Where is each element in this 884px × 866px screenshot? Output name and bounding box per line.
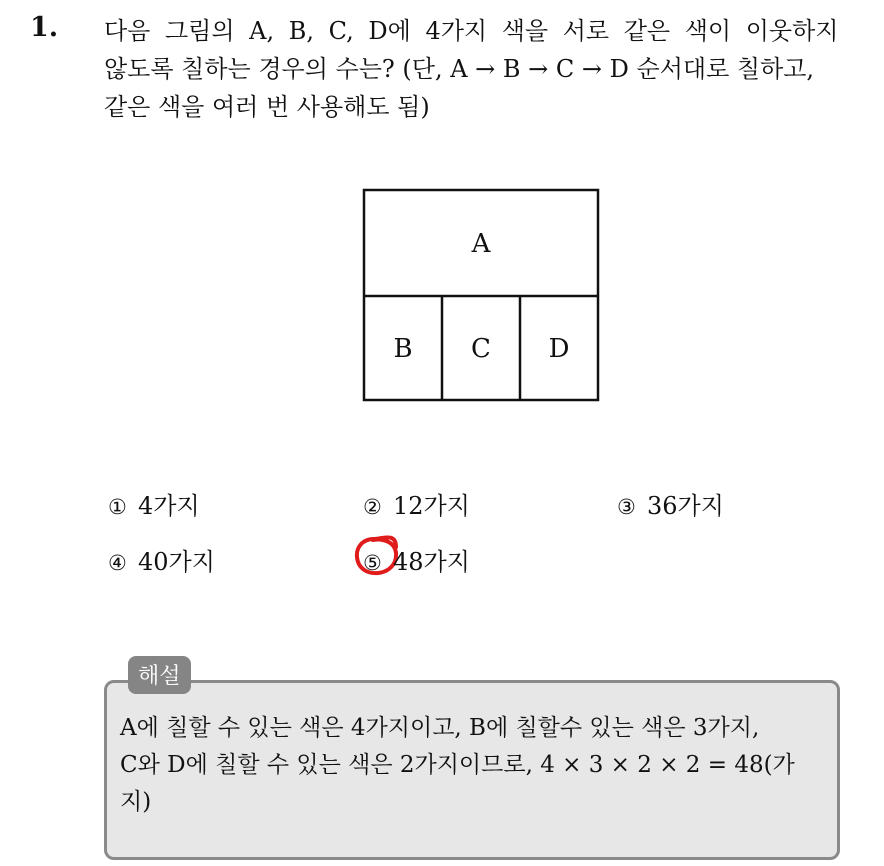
option-2[interactable] (363, 486, 470, 521)
region-label-b: B (393, 334, 413, 364)
option-1-mark: ① (108, 495, 127, 519)
option-5[interactable] (363, 542, 470, 577)
question-line-2: 않도록 칠하는 경우의 수는? (단, A → B → C → D 순서대로 칠하고, (104, 55, 815, 83)
region-label-c: C (471, 334, 491, 364)
solution-line-2: C와 D에 칠할 수 있는 색은 2가지이므로, 4 × 3 × 2 × 2 = 48(가 (120, 752, 795, 778)
option-3-mark: ③ (617, 495, 636, 519)
region-label-d: D (548, 334, 570, 364)
option-3[interactable] (617, 486, 724, 521)
option-4[interactable] (108, 542, 215, 577)
solution-tag: 해설 (128, 656, 191, 694)
solution-line-1: A에 칠할 수 있는 색은 4가지이고, B에 칠할수 있는 색은 3가지, (120, 715, 760, 741)
option-4-mark: ④ (108, 551, 127, 575)
region-label-a: A (471, 229, 491, 259)
option-4-text: 40가지 (138, 548, 215, 576)
question-line-3: 같은 색을 여러 번 사용해도 됨) (104, 93, 430, 121)
option-5-mark: ⑤ (363, 551, 382, 575)
option-1[interactable] (108, 486, 200, 521)
solution-text (120, 710, 832, 821)
question-number: 1. (30, 12, 59, 43)
option-1-text: 4가지 (138, 492, 200, 520)
option-2-text: 12가지 (393, 492, 470, 520)
question-line-1: 다음 그림의 A, B, C, D에 4가지 색을 서로 같은 색이 이웃하지 (104, 17, 839, 45)
option-2-mark: ② (363, 495, 382, 519)
option-3-text: 36가지 (647, 492, 724, 520)
option-5-text: 48가지 (393, 548, 470, 576)
solution-line-3: 지) (120, 789, 152, 815)
